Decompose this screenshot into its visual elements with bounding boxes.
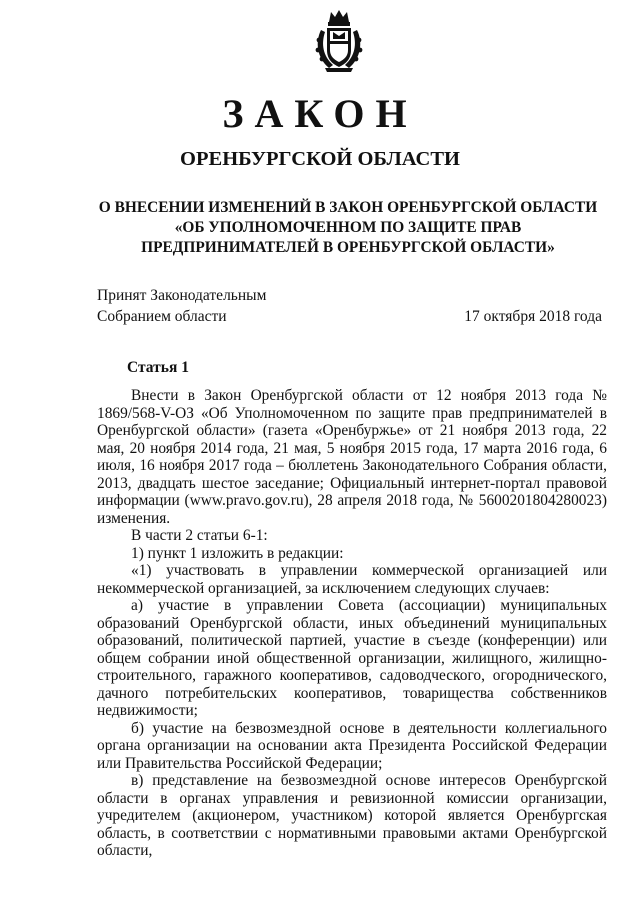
paragraph: Внести в Закон Оренбургской области от 12 ноября 2013 года № 1869/568-V-ОЗ «Об Уполномоченном по защите прав предпринимателей в Оренбургской области» (газета «Оренбуржье» от 21 ноября 2013 года, 22 мая, 20 ноября 2014 года, 21 мая, 5 ноября 2015 года, 17 марта 2016 года, 6 июля, 16 ноября 2017 года – бюллетень Законодательного Собрания области, 2013, двадцать шестое заседание; Официальный интернет-портал правовой информации (www.pravo.gov.ru), 28 апреля 2018 года, № 5600201804280023) изменения. — [97, 387, 607, 527]
adoption-line: Принят Законодательным — [97, 287, 267, 304]
coat-of-arms-icon — [311, 8, 367, 74]
article-body — [97, 387, 607, 860]
adoption-date: 17 октября 2018 года — [464, 308, 602, 325]
paragraph: 1) пункт 1 изложить в редакции: — [131, 544, 344, 562]
paragraph: б) участие на безвозмездной основе в деятельности коллегиального органа организации на основании акта Президента Российской Федерации или Правительства Российской Федерации; — [97, 719, 607, 772]
law-subject — [88, 198, 608, 258]
subject-line: О ВНЕСЕНИИ ИЗМЕНЕНИЙ В ЗАКОН ОРЕНБУРГСКОЙ ОБЛАСТИ — [98, 199, 598, 216]
paragraph: В части 2 статьи 6-1: — [131, 527, 268, 544]
adoption-body — [97, 285, 266, 327]
region-title: ОРЕНБУРГСКОЙ ОБЛАСТИ — [180, 148, 460, 170]
article-heading: Статья 1 — [127, 359, 189, 376]
paragraph: в) представление на безвозмездной основе интересов Оренбургской области в органах управления и ревизионной комиссии организации, учредителем (акционером, участником) которой является Оренбургская область, в соответствии с нормативными правовыми актами Оренбургской области, — [97, 772, 607, 859]
law-title: ЗАКОН — [222, 91, 418, 136]
paragraph: а) участие в управлении Совета (ассоциации) муниципальных образований Оренбургской области, иных объединений муниципальных образований, политической партией, участие в съезде (конференции) или общем собрании иной общественной организации, жилищного, жилищно-строительного, гаражного кооперативов, садоводческого, огороднического, дачного потребительских кооперативов, товарищества собственников недвижимости; — [97, 597, 607, 719]
subject-line: «ОБ УПОЛНОМОЧЕННОМ ПО ЗАЩИТЕ ПРАВ — [174, 219, 522, 236]
subject-line: ПРЕДПРИНИМАТЕЛЕЙ В ОРЕНБУРГСКОЙ ОБЛАСТИ» — [141, 239, 555, 256]
paragraph: «1) участвовать в управлении коммерческой организацией или некоммерческой организацией, за исключением следующих случаев: — [97, 562, 607, 597]
adoption-line: Собранием области — [97, 308, 227, 325]
